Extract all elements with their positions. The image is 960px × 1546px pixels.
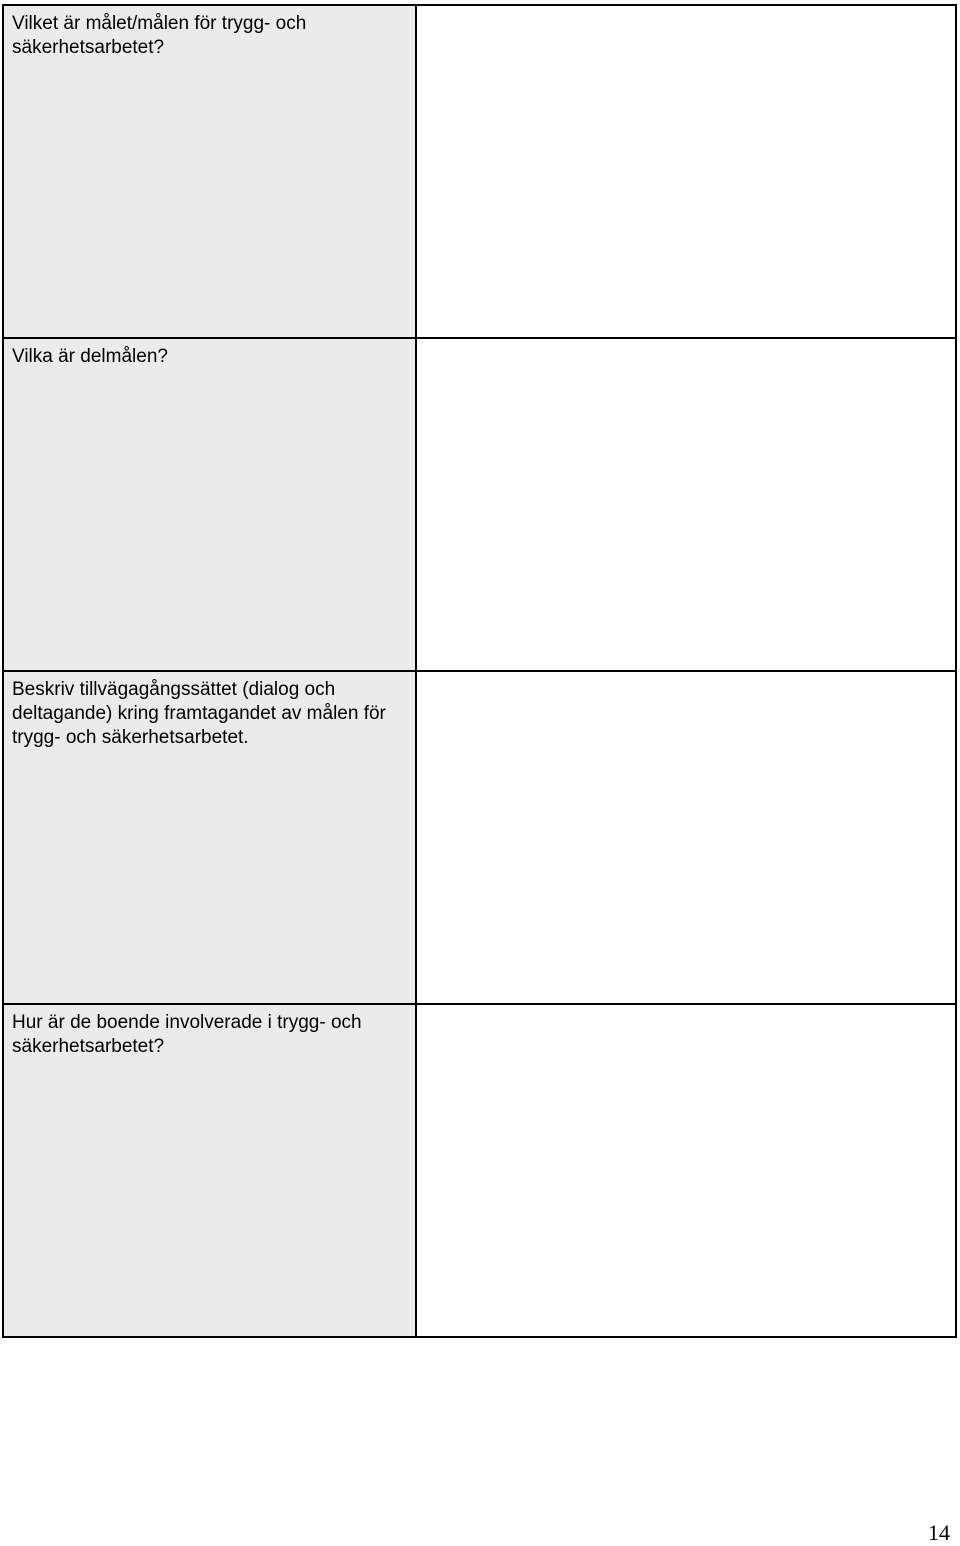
answer-subgoals-field[interactable]	[417, 339, 955, 670]
table-row	[3, 1004, 956, 1337]
table-row	[3, 5, 956, 338]
answer-cell[interactable]	[416, 338, 956, 671]
question-cell	[3, 1004, 416, 1337]
question-goals: Vilket är målet/målen för trygg- och säkerhetsarbetet?	[12, 13, 307, 58]
answer-residents-field[interactable]	[417, 1005, 955, 1336]
answer-cell[interactable]	[416, 5, 956, 338]
question-approach: Beskriv tillvägagångssättet (dialog och deltagande) kring framtagandet av målen för trygg- och säkerhetsarbetet.	[12, 679, 386, 748]
answer-cell[interactable]	[416, 1004, 956, 1337]
question-subgoals: Vilka är delmålen?	[12, 346, 168, 367]
question-cell	[3, 338, 416, 671]
question-residents: Hur är de boende involverade i trygg- och säkerhetsarbetet?	[12, 1012, 362, 1057]
page-number: 14	[928, 1520, 950, 1545]
table-row	[3, 671, 956, 1004]
questionnaire-table	[2, 4, 957, 1338]
question-cell	[3, 5, 416, 338]
answer-cell[interactable]	[416, 671, 956, 1004]
table-row	[3, 338, 956, 671]
answer-approach-field[interactable]	[417, 672, 955, 1003]
question-cell	[3, 671, 416, 1004]
answer-goals-field[interactable]	[417, 6, 955, 337]
